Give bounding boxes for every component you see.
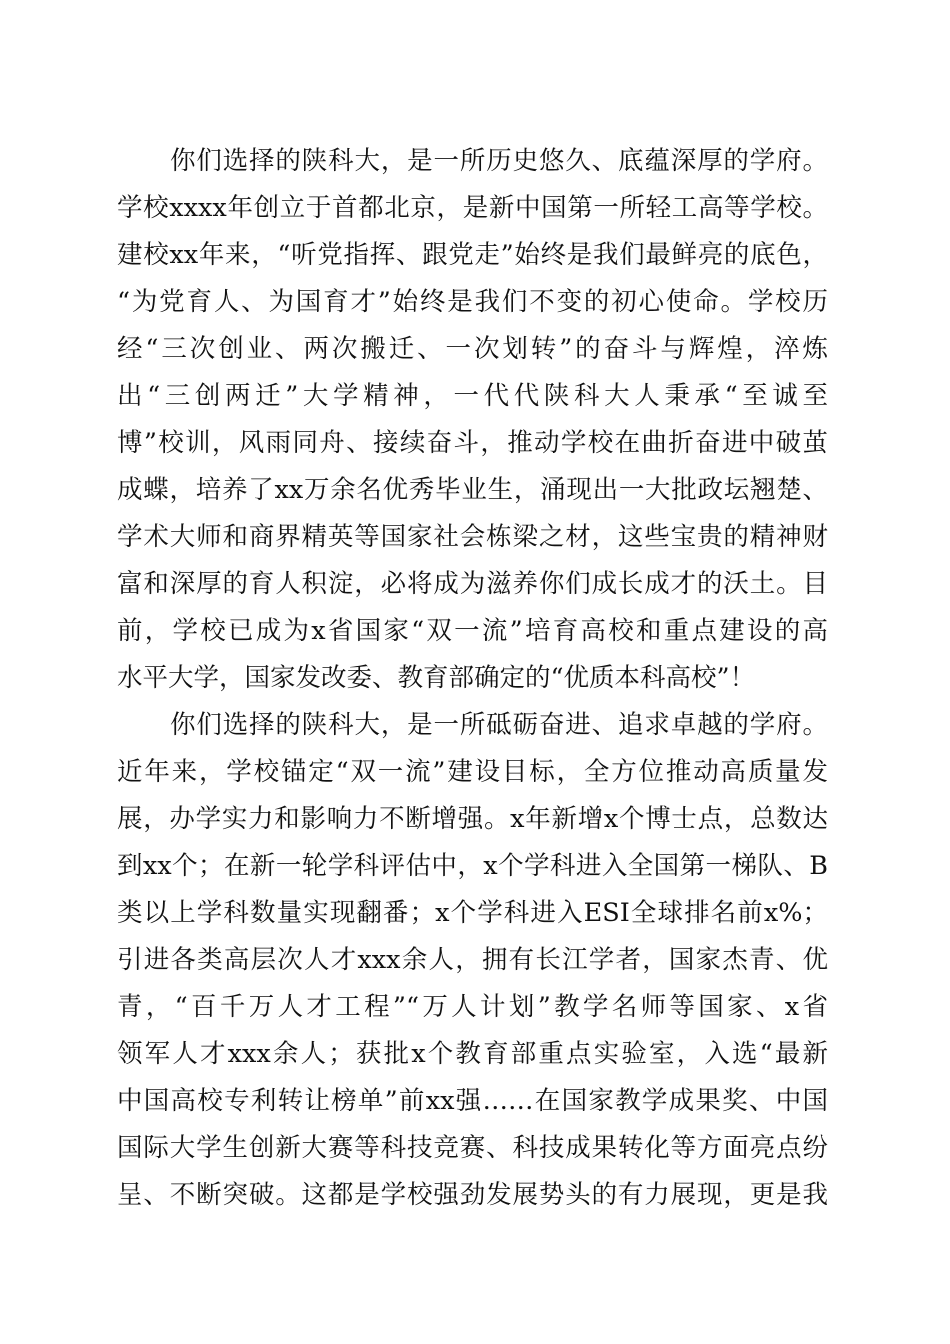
paragraph-2-line-11: 呈、不断突破。这都是学校强劲发展势头的有力展现，更是我 [117, 1180, 828, 1210]
paragraph-1-line-9: 学术大师和商界精英等国家社会栋梁之材，这些宝贵的精神财 [117, 522, 828, 552]
paragraph-1-line-3: 建校xx年来，“听党指挥、跟党走”始终是我们最鲜亮的底色， [117, 240, 828, 270]
paragraph-1-line-11: 前，学校已成为x省国家“双一流”培育高校和重点建设的高 [117, 616, 828, 646]
paragraph-2-line-10: 国际大学生创新大赛等科技竞赛、科技成果转化等方面亮点纷 [117, 1133, 828, 1163]
paragraph-1-line-12: 水平大学，国家发改委、教育部确定的“优质本科高校”！ [117, 663, 756, 693]
paragraph-2-line-6: 引进各类高层次人才xxx余人，拥有长江学者，国家杰青、优 [117, 945, 828, 975]
paragraph-1-line-2: 学校xxxx年创立于首都北京，是新中国第一所轻工高等学校。 [117, 193, 828, 223]
paragraph-1-line-5: 经“三次创业、两次搬迁、一次划转”的奋斗与辉煌，淬炼 [117, 334, 828, 364]
paragraph-2-line-7: 青，“百千万人才工程”“万人计划”教学名师等国家、x省 [117, 992, 828, 1022]
paragraph-1-line-10: 富和深厚的育人积淀，必将成为滋养你们成长成才的沃土。目 [117, 569, 828, 599]
paragraph-1-line-1: 你们选择的陕科大，是一所历史悠久、底蕴深厚的学府。 [170, 146, 828, 176]
paragraph-2-line-5: 类以上学科数量实现翻番；x个学科进入ESI全球排名前x%； [117, 898, 828, 928]
paragraph-1-line-6: 出“三创两迁”大学精神，一代代陕科大人秉承“至诚至 [117, 381, 828, 411]
paragraph-1-line-4: “为党育人、为国育才”始终是我们不变的初心使命。学校历 [117, 287, 828, 317]
paragraph-1-line-8: 成蝶，培养了xx万余名优秀毕业生，涌现出一大批政坛翘楚、 [117, 475, 828, 505]
paragraph-2-line-3: 展，办学实力和影响力不断增强。x年新增x个博士点，总数达 [117, 804, 828, 834]
paragraph-2-line-9: 中国高校专利转让榜单”前xx强……在国家教学成果奖、中国 [117, 1086, 828, 1116]
paragraph-1-line-7: 博”校训，风雨同舟、接续奋斗，推动学校在曲折奋进中破茧 [117, 428, 828, 458]
paragraph-2-line-2: 近年来，学校锚定“双一流”建设目标，全方位推动高质量发 [117, 757, 828, 787]
paragraph-2-line-1: 你们选择的陕科大，是一所砥砺奋进、追求卓越的学府。 [170, 710, 828, 740]
paragraph-2-line-4: 到xx个；在新一轮学科评估中，x个学科进入全国第一梯队、B [117, 851, 828, 881]
paragraph-2-line-8: 领军人才xxx余人；获批x个教育部重点实验室，入选“最新 [117, 1039, 828, 1069]
